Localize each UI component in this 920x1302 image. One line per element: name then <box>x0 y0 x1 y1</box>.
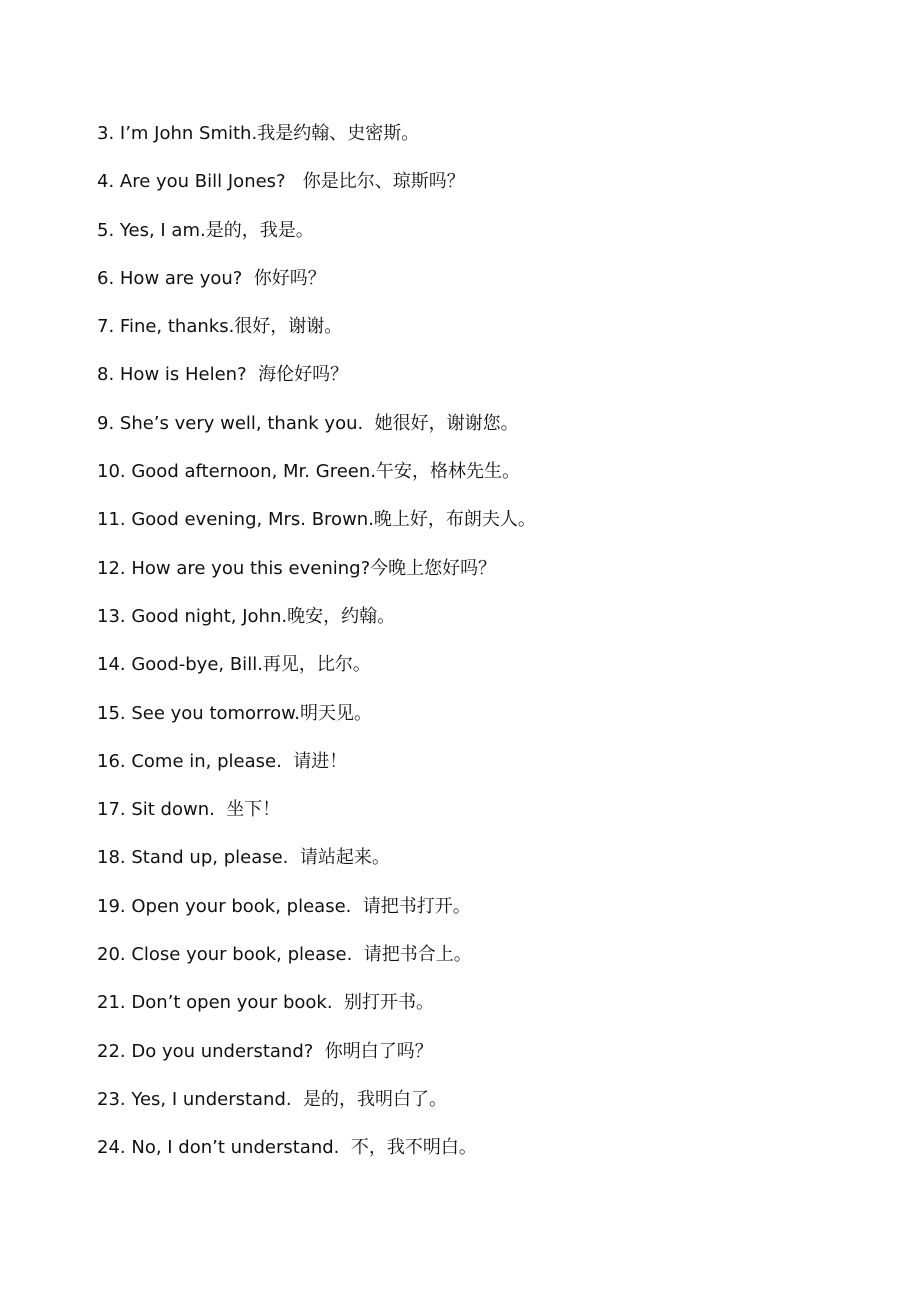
phrase-line: 24. No, I don’t understand. 不，我不明白。 <box>97 1137 477 1159</box>
phrase-line: 5. Yes, I am.是的，我是。 <box>97 219 314 241</box>
phrase-line: 9. She’s very well, thank you. 她很好，谢谢您。 <box>97 412 519 434</box>
phrase-line: 8. How is Helen? 海伦好吗？ <box>97 364 349 386</box>
phrase-line: 18. Stand up, please. 请站起来。 <box>97 847 390 869</box>
phrase-line: 17. Sit down. 坐下！ <box>97 799 281 821</box>
phrase-line: 4. Are you Bill Jones? 你是比尔、琼斯吗？ <box>97 171 465 193</box>
phrase-line: 11. Good evening, Mrs. Brown.晚上好，布朗夫人。 <box>97 509 536 531</box>
phrase-line: 12. How are you this evening?今晚上您好吗？ <box>97 557 497 579</box>
phrase-line: 20. Close your book, please. 请把书合上。 <box>97 944 472 966</box>
phrase-line: 22. Do you understand? 你明白了吗？ <box>97 1040 433 1062</box>
phrase-line: 3. I’m John Smith.我是约翰、史密斯。 <box>97 123 420 144</box>
phrase-line: 23. Yes, I understand. 是的，我明白了。 <box>97 1088 448 1110</box>
phrase-line: 21. Don’t open your book. 别打开书。 <box>97 992 435 1014</box>
phrase-line: 7. Fine, thanks.很好，谢谢。 <box>97 316 343 338</box>
phrase-line: 14. Good-bye, Bill.再见，比尔。 <box>97 654 371 676</box>
phrase-line: 6. How are you? 你好吗？ <box>97 267 326 289</box>
phrase-line: 10. Good afternoon, Mr. Green.午安，格林先生。 <box>97 461 520 483</box>
phrase-line: 13. Good night, John.晚安，约翰。 <box>97 605 396 627</box>
phrase-line: 16. Come in, please. 请进！ <box>97 750 348 772</box>
phrase-line: 15. See you tomorrow.明天见。 <box>97 702 372 724</box>
phrase-list <box>97 118 877 1181</box>
phrase-line: 19. Open your book, please. 请把书打开。 <box>97 895 471 917</box>
